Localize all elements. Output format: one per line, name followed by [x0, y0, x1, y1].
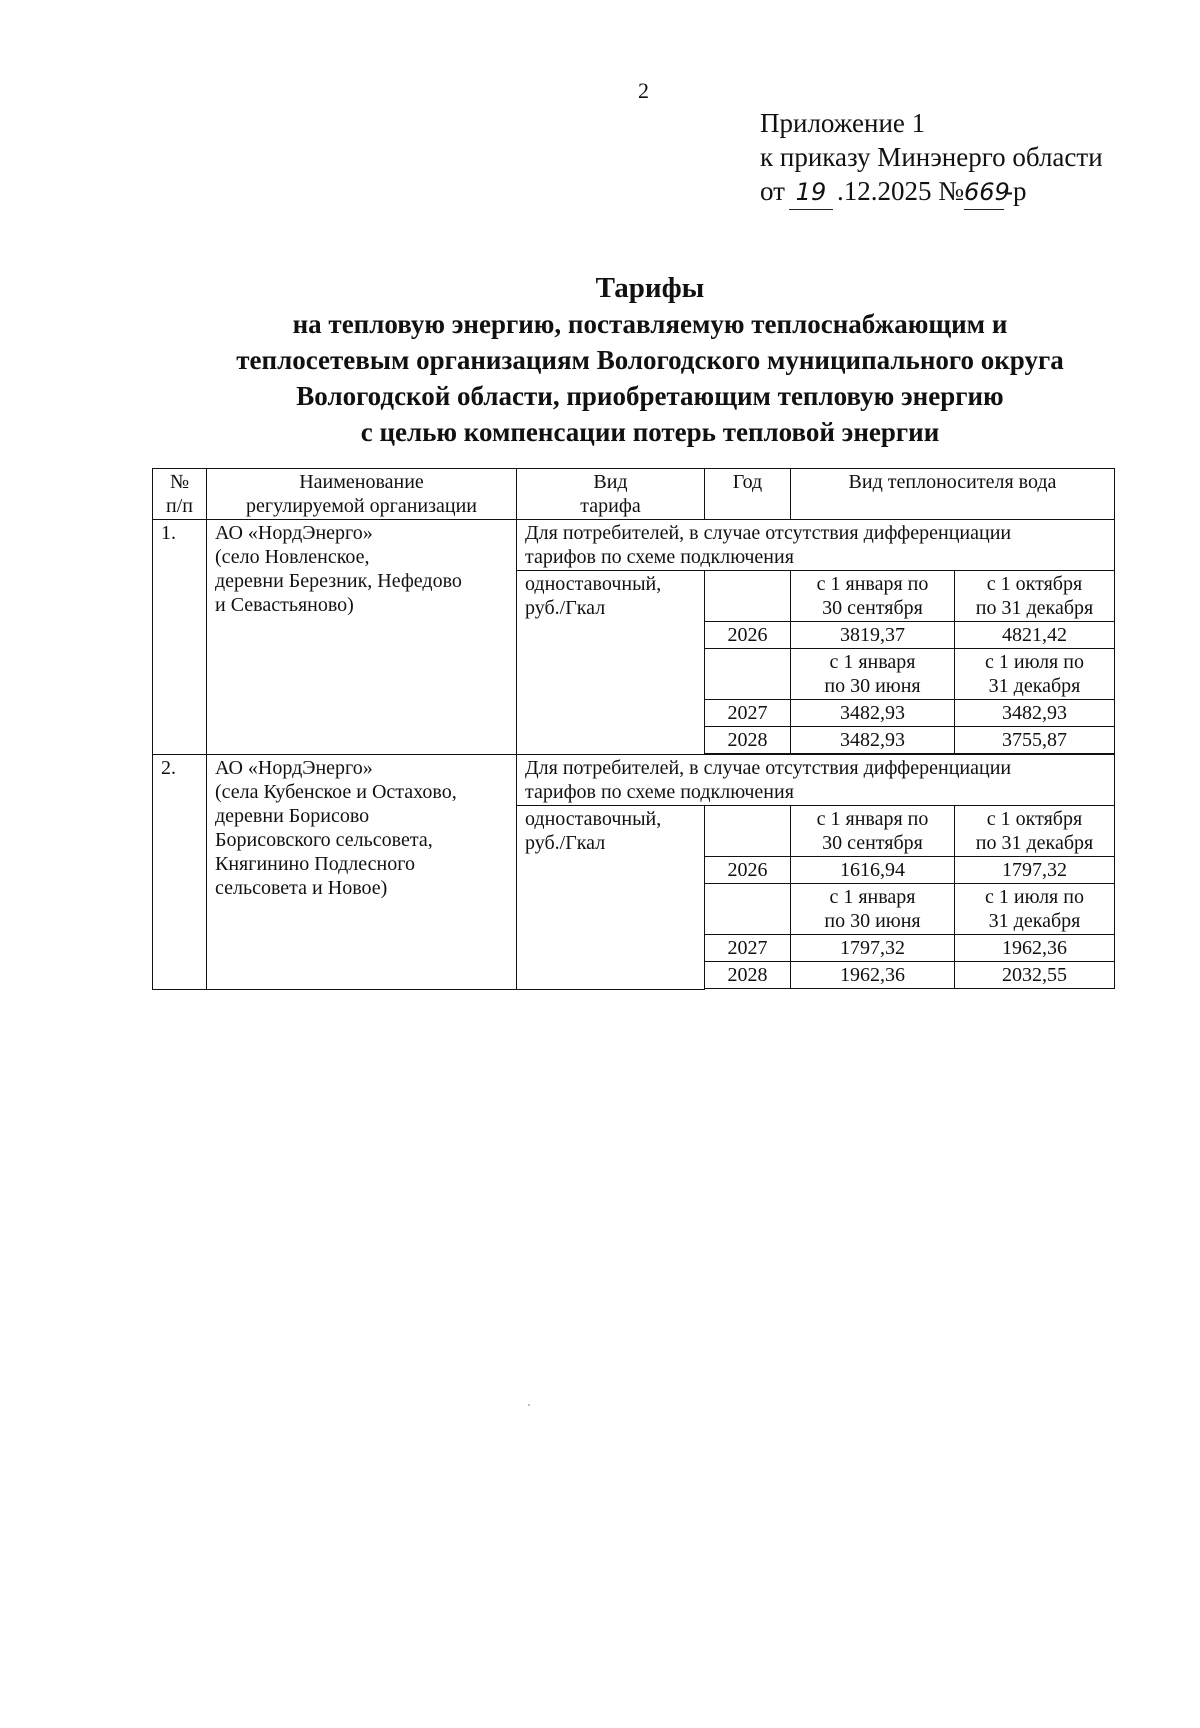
value-cell: 3482,93	[955, 700, 1115, 727]
tariff-type: одноставочный, руб./Гкал	[517, 806, 705, 990]
row-num: 1.	[153, 520, 207, 755]
tariffs-table	[152, 468, 1115, 990]
year-cell: 2026	[705, 622, 791, 649]
header-tariff: Вид тарифа	[517, 469, 705, 520]
year-cell: 2028	[705, 962, 791, 989]
value-cell: 3755,87	[955, 727, 1115, 754]
org-cell: АО «НордЭнерго» (села Кубенское и Остахово, деревни Борисово Борисовского сельсовета, Княгинино Подлесного сельсовета и Новое)	[207, 755, 517, 990]
org-cell: АО «НордЭнерго» (село Новленское, деревни Березник, Нефедово и Севастьяново)	[207, 520, 517, 755]
value-cell: 3482,93	[791, 727, 955, 754]
period-cell: с 1 июля по 31 декабря	[955, 884, 1115, 935]
consumer-note: Для потребителей, в случае отсутствия дифференциации тарифов по схеме подключения	[517, 520, 1115, 571]
handwritten-day: 19	[789, 175, 833, 210]
year-cell	[705, 884, 791, 935]
period-cell: с 1 октября по 31 декабря	[955, 806, 1115, 857]
value-cell: 4821,42	[955, 622, 1115, 649]
appendix-suffix: -р	[1003, 176, 1027, 206]
year-cell: 2028	[705, 727, 791, 754]
row-num: 2.	[153, 755, 207, 990]
title-line: на тепловую энергию, поставляемую теплоснабжающим и	[292, 309, 1008, 339]
value-cell: 1962,36	[791, 962, 955, 989]
title-line: Вологодской области, приобретающим тепловую энергию	[296, 381, 1004, 411]
page-number: 2	[638, 78, 649, 103]
year-cell: 2027	[705, 700, 791, 727]
year-cell: 2027	[705, 935, 791, 962]
year-cell	[705, 806, 791, 857]
period-cell: с 1 января по 30 июня	[791, 649, 955, 700]
appendix-line2: к приказу Минэнерго области	[760, 142, 1103, 172]
period-cell: с 1 октября по 31 декабря	[955, 571, 1115, 622]
scan-speck	[528, 1404, 530, 1406]
period-cell: с 1 июля по 31 декабря	[955, 649, 1115, 700]
table-row	[153, 520, 1115, 571]
value-cell: 2032,55	[955, 962, 1115, 989]
tariff-type: одноставочный, руб./Гкал	[517, 571, 705, 755]
appendix-prefix: от	[760, 176, 785, 206]
value-cell: 1797,32	[791, 935, 955, 962]
document-title	[140, 270, 1160, 450]
appendix-line1: Приложение 1	[760, 108, 926, 138]
year-cell	[705, 571, 791, 622]
value-cell: 1797,32	[955, 857, 1115, 884]
table-header-row	[153, 469, 1115, 520]
year-cell: 2026	[705, 857, 791, 884]
title-line: теплосетевым организациям Вологодского муниципального округа	[236, 345, 1064, 375]
appendix-date: .12.2025 №	[836, 176, 964, 206]
value-cell: 3482,93	[791, 700, 955, 727]
value-cell: 1962,36	[955, 935, 1115, 962]
table-row	[153, 755, 1115, 806]
value-cell: 3819,37	[791, 622, 955, 649]
header-num: № п/п	[153, 469, 207, 520]
title-main: Тарифы	[595, 272, 705, 304]
consumer-note: Для потребителей, в случае отсутствия дифференциации тарифов по схеме подключения	[517, 755, 1115, 806]
appendix-header	[760, 106, 1103, 210]
title-line: с целью компенсации потерь тепловой энергии	[360, 417, 940, 447]
period-cell: с 1 января по 30 июня	[791, 884, 955, 935]
year-cell	[705, 649, 791, 700]
header-carrier: Вид теплоносителя вода	[791, 469, 1115, 520]
handwritten-number: 669	[964, 175, 1004, 210]
value-cell: 1616,94	[791, 857, 955, 884]
period-cell: с 1 января по 30 сентября	[791, 571, 955, 622]
header-year: Год	[705, 469, 791, 520]
header-name: Наименование регулируемой организации	[207, 469, 517, 520]
period-cell: с 1 января по 30 сентября	[791, 806, 955, 857]
appendix-date-line	[760, 174, 1103, 210]
